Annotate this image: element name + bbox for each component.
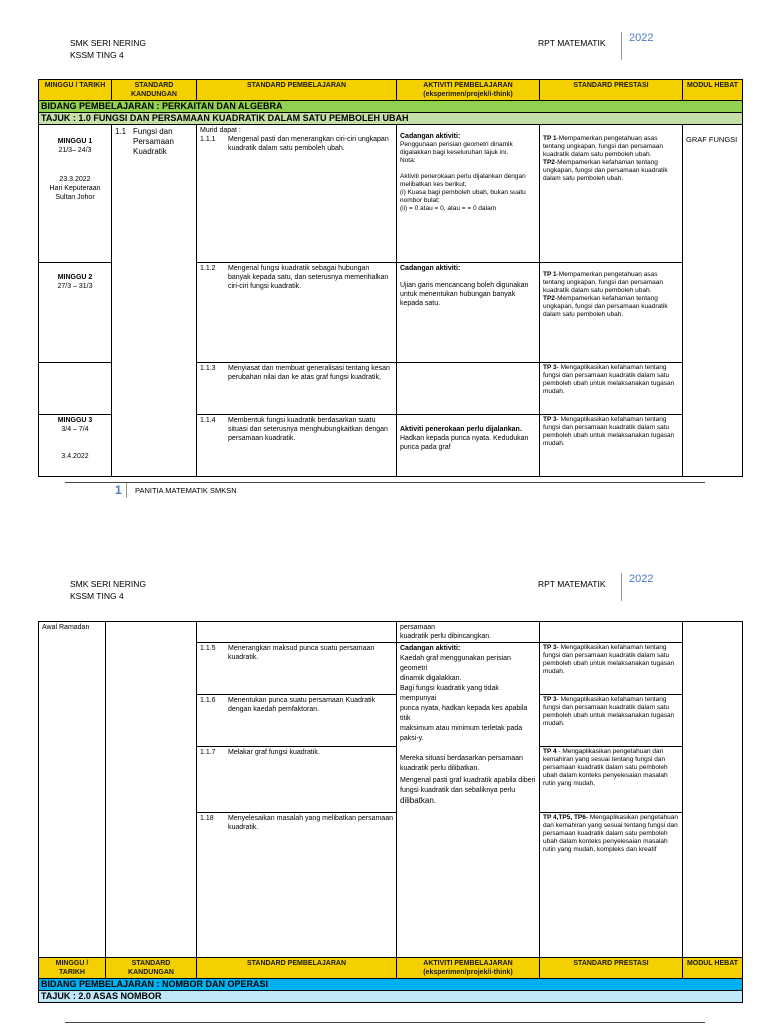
standard-kandungan-cell: 1.1 Fungsi dan Persamaan Kuadratik — [112, 125, 197, 477]
activity-4-cell: Aktiviti penerokaan perlu dijalankan. Hadkan kepada punca nyata. Kedudukan punca pada graf — [397, 415, 540, 477]
week-3-cell: MINGGU 3 3/4 – 7/4 3.4.2022 — [39, 415, 112, 477]
school-name: SMK SERI NERING — [70, 579, 147, 589]
school-name: SMK SERI NERING — [70, 38, 147, 48]
col-modul: MODUL HEBAT — [683, 80, 743, 101]
table-header-row-2 — [39, 958, 743, 979]
activity-1-cell: Cadangan aktiviti: Penggunaan perisian geometri dinamik digalakkan bagi keseluruhan tajuk ini. Nota: Aktiviti penerokaan perlu dijalankan dengan melibatkan kes berikut; (i) Kuasa bagi pemboleh ubah, bukan suatu nombor bulat; (ii) = 0 atau = 0, atau = = 0 dalam — [397, 125, 540, 263]
col-minggu: MINGGU / TARIKH — [39, 80, 112, 101]
bidang-row-2: BIDANG PEMBELAJARAN : NOMBOR DAN OPERASI — [39, 979, 743, 991]
class-level: KSSM TING 4 — [70, 591, 124, 601]
modul-cell: GRAF FUNGSI — [683, 125, 743, 477]
rpt-table-page-1 — [38, 79, 742, 477]
footer-line-2 — [65, 1022, 705, 1023]
year-label: 2022 — [621, 32, 653, 60]
sp-1-1-7: 1.1.7 Melakar graf fungsi kuadratik. — [197, 747, 397, 813]
sp-1-1-4: 1.1.4 Membentuk fungsi kuadratik berdasarkan suatu situasi dan seterusnya menghubungkaitkan dengan persamaan kuadratik. — [197, 415, 397, 477]
col-standard-pembelajaran: STANDARD PEMBELAJARAN — [197, 80, 397, 101]
tp-empty-cell — [540, 622, 683, 643]
col-standard-kandungan: STANDARD KANDUNGAN — [106, 958, 197, 979]
col-modul: MODUL HEBAT — [683, 958, 743, 979]
table-row — [39, 622, 743, 643]
sk-empty-cell — [106, 622, 197, 958]
table-header-row — [39, 80, 743, 101]
year-label: 2022 — [621, 573, 653, 601]
tp-cell-b: TP 3- Mengaplikasikan kefahaman tentang fungsi dan persamaan kuadratik dalam satu pemboleh ubah untuk melaksanakan tugasan mudah. — [540, 695, 683, 747]
footer-line — [65, 482, 705, 483]
tp-cell-a: TP 3- Mengaplikasikan kefahaman tentang fungsi dan persamaan kuadratik dalam satu pemboleh ubah untuk melaksanakan tugasan mudah. — [540, 643, 683, 695]
week-empty-cell — [39, 363, 112, 415]
sp-1-1-5: 1.1.5 Menerangkan maksud punca suatu persamaan kuadratik. — [197, 643, 397, 695]
header-left — [70, 37, 146, 61]
tp-cell-1: TP 1-Mempamerkan pengetahuan asas tentang ungkapan, fungsi dan persamaan kuadratik dalam satu pemboleh ubah. TP2-Mempamerkan kefahaman tentang ungkapan, fungsi dan persamaan kuadratik dalam satu pemboleh ubah. — [540, 125, 683, 263]
sp-1-1-6: 1.1.6 Menentukan punca suatu persamaan Kuadratik dengan kaedah pemfaktoran. — [197, 695, 397, 747]
subject-title: RPT MATEMATIK — [538, 579, 606, 589]
page-number: 1 — [115, 483, 127, 498]
activity-2-cell: Cadangan aktiviti: Ujian garis mencancang boleh digunakan untuk menentukan hubungan banyak kepada satu. — [397, 263, 540, 363]
col-standard-prestasi: STANDARD PRESTASI — [540, 80, 683, 101]
sp-1-1-3: 1.1.3 Menyiasat dan membuat generalisasi tentang kesan perubahan nilai dan ke atas graf fungsi kuadratik, — [197, 363, 397, 415]
col-standard-pembelajaran: STANDARD PEMBELAJARAN — [197, 958, 397, 979]
sp-empty-cell — [197, 622, 397, 643]
tajuk-row: TAJUK : 1.0 FUNGSI DAN PERSAMAAN KUADRATIK DALAM SATU PEMBOLEH UBAH — [39, 113, 743, 125]
week-1-cell: MINGGU 1 21/3– 24/3 23.3.2022 Hari Keputeraan Sultan Johor — [39, 125, 112, 263]
sp-1-18: 1.18 Menyelesaikan masalah yang melibatkan persamaan kuadratik. — [197, 813, 397, 958]
footer-text: PANITIA MATEMATIK SMKSN — [135, 486, 237, 495]
col-standard-kandungan: STANDARD KANDUNGAN — [112, 80, 197, 101]
tp-cell-3: TP 3- Mengaplikasikan kefahaman tentang fungsi dan persamaan kuadratik dalam satu pemboleh ubah untuk melaksanakan tugasan mudah. — [540, 363, 683, 415]
page-2 — [0, 560, 768, 1024]
subject-title: RPT MATEMATIK — [538, 38, 606, 48]
activity-cell-page2: Cadangan aktiviti: Kaedah graf menggunakan perisian geometri dinamik digalakkan. Bagi fungsi kuadratik yang tidak mempunyai punca nyata, hadkan kepada kes apabila titik maksimum atau minimum terletak pada paksi-y. Mereka situasi berdasarkan persamaan kuadratik perlu dilibatkan. Mengenal pasti graf kuadratik apabila diberi fungsi kuadratik dan sebaliknya perlu dilibatkan. — [397, 643, 540, 958]
sp-1-1-2: 1.1.2 Mengenal fungsi kuadratik sebagai hubungan banyak kepada satu, dan seterusnya memerihalkan ciri-ciri fungsi kuadratik. — [197, 263, 397, 363]
tp-cell-2: TP 1-Mempamerkan pengetahuan asas tentang ungkapan, fungsi dan persamaan kuadratik dalam satu pemboleh ubah. TP2-Mempamerkan kefahaman tentang ungkapan, fungsi dan persamaan kuadratik dalam satu pemboleh ubah. — [540, 263, 683, 363]
tp-cell-c: TP 4 - Mengaplikasikan pengetahuan dan kemahiran yang sesuai tentang fungsi dan persamaan kuadratik dalam satu pemboleh ubah dalam konteks penyelesaian masalah rutin yang mudah, — [540, 747, 683, 813]
col-standard-prestasi: STANDARD PRESTASI — [540, 958, 683, 979]
bidang-row: BIDANG PEMBELAJARAN : PERKAITAN DAN ALGEBRA — [39, 101, 743, 113]
table-row — [39, 125, 743, 263]
header-left-2 — [70, 578, 146, 602]
col-aktiviti: AKTIVITI PEMBELAJARAN (eksperimen/projek/i-think) — [397, 80, 540, 101]
modul-empty-cell — [683, 622, 743, 958]
class-level: KSSM TING 4 — [70, 50, 124, 60]
col-minggu: MINGGU / TARIKH — [39, 958, 106, 979]
tajuk-row-2: TAJUK : 2.0 ASAS NOMBOR — [39, 991, 743, 1003]
activity-3-cell — [397, 363, 540, 415]
rpt-table-page-2 — [38, 621, 742, 1003]
week-2-cell: MINGGU 2 27/3 – 31/3 — [39, 263, 112, 363]
sp-1-1-1: Murid dapat : 1.1.1 Mengenal pasti dan menerangkan ciri-ciri ungkapan kuadratik dalam satu pemboleh ubah. — [197, 125, 397, 263]
activity-cont-cell: persamaan kuadratik perlu dibincangkan. — [397, 622, 540, 643]
tp-cell-4: TP 3- Mengaplikasikan kefahaman tentang fungsi dan persamaan kuadratik dalam satu pemboleh ubah untuk melaksanakan tugasan mudah. — [540, 415, 683, 477]
tp-cell-d: TP 4,TP5, TP6- Mengaplikasikan pengetahuan dan kemahiran yang sesuai tentang fungsi dan persamaan kuadratik dalam satu pemboleh ubah dalam konteks penyelesaian masalah rutin yang mudah, kompleks dan kreatif — [540, 813, 683, 958]
week-note-cell: Awal Ramadan — [39, 622, 106, 958]
col-aktiviti: AKTIVITI PEMBELAJARAN (eksperimen/projek/i-think) — [397, 958, 540, 979]
